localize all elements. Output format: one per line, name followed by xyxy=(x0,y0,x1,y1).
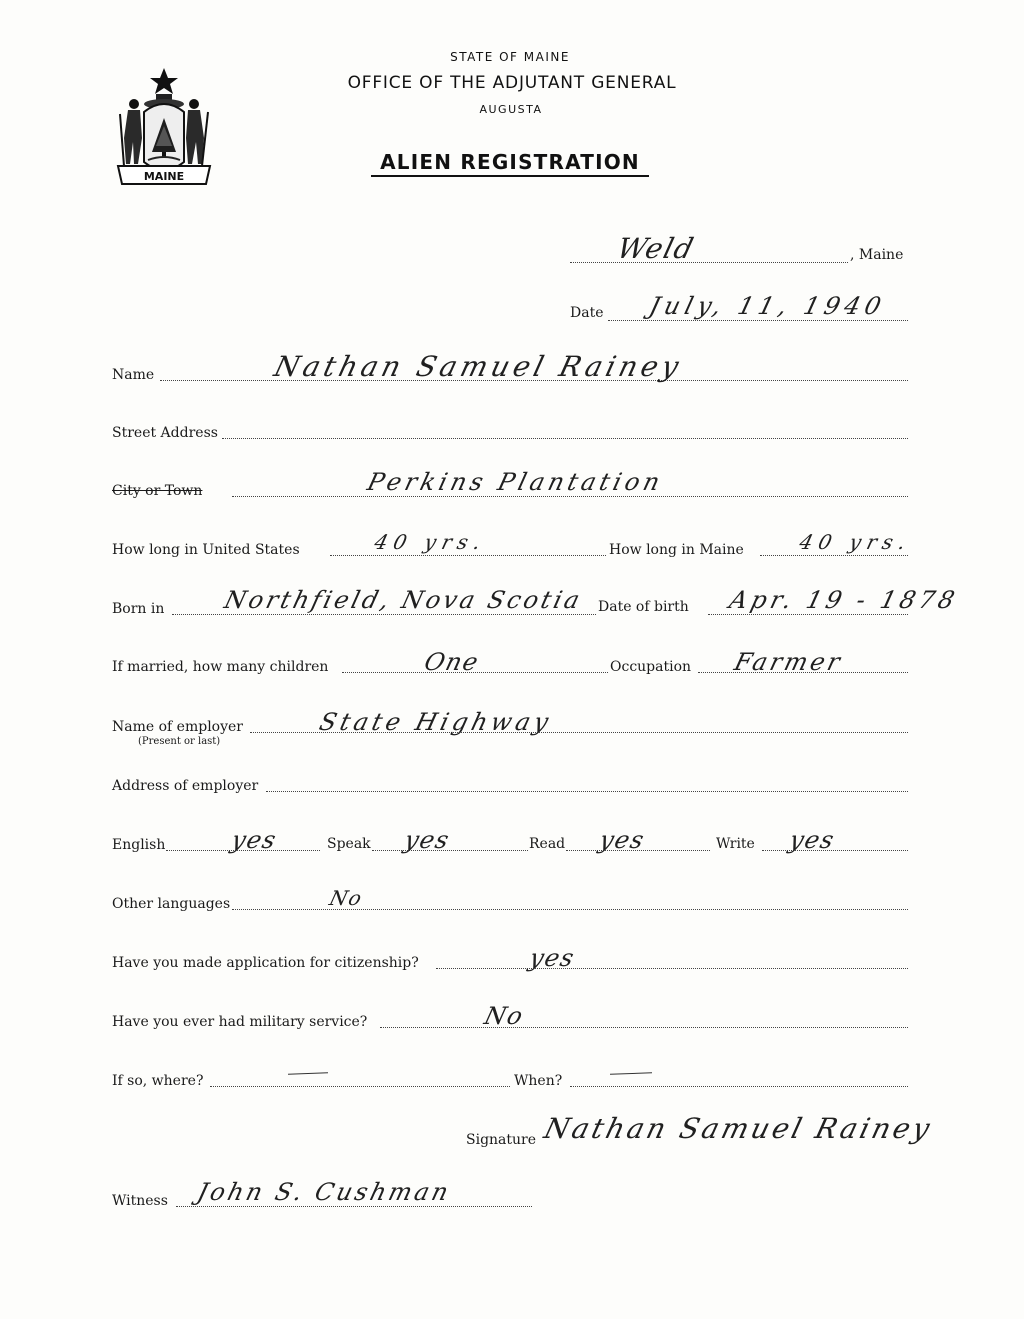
write-line xyxy=(762,850,908,851)
where-label: If so, where? xyxy=(112,1073,204,1089)
us-time-value[interactable]: 40 yrs. xyxy=(372,530,490,554)
dob-value[interactable]: Apr. 19 - 1878 xyxy=(726,586,962,614)
signature-value[interactable]: Nathan Samuel Rainey xyxy=(540,1112,936,1145)
other-languages-label: Other languages xyxy=(112,896,231,912)
other-languages-value[interactable]: No xyxy=(327,886,366,910)
state-heading: STATE OF MAINE xyxy=(450,50,570,64)
children-label: If married, how many children xyxy=(112,659,329,675)
employer-sublabel: (Present or last) xyxy=(138,736,221,747)
us-time-line xyxy=(330,555,606,556)
speak-value[interactable]: yes xyxy=(401,826,454,854)
citizenship-line xyxy=(436,968,908,969)
employer-address-label: Address of employer xyxy=(112,778,259,794)
town-value[interactable]: Weld xyxy=(613,232,699,265)
occupation-label: Occupation xyxy=(610,659,692,675)
witness-line xyxy=(176,1206,532,1207)
employer-value[interactable]: State Highway xyxy=(316,708,556,736)
city-value[interactable]: Perkins Plantation xyxy=(364,468,667,496)
read-value[interactable]: yes xyxy=(596,826,649,854)
name-label: Name xyxy=(112,367,155,383)
witness-label: Witness xyxy=(112,1193,168,1209)
signature-label: Signature xyxy=(466,1132,537,1148)
read-label: Read xyxy=(529,836,566,852)
english-label: English xyxy=(112,837,166,853)
where-dash xyxy=(288,1072,328,1074)
born-label: Born in xyxy=(112,601,165,617)
dob-label: Date of birth xyxy=(598,599,689,615)
form-title: ALIEN REGISTRATION xyxy=(380,150,640,174)
street-line[interactable] xyxy=(222,438,908,439)
military-label: Have you ever had military service? xyxy=(112,1014,368,1030)
occupation-value[interactable]: Farmer xyxy=(731,648,846,676)
write-label: Write xyxy=(716,836,755,852)
children-value[interactable]: One xyxy=(421,648,483,676)
city-label: City or Town xyxy=(112,483,203,499)
military-value[interactable]: No xyxy=(481,1002,527,1030)
dob-line xyxy=(708,614,908,615)
english-value[interactable]: yes xyxy=(228,826,281,854)
svg-text:MAINE: MAINE xyxy=(143,170,185,183)
citizenship-value[interactable]: yes xyxy=(526,944,579,972)
when-dash xyxy=(610,1072,652,1074)
date-label: Date xyxy=(570,305,604,321)
date-line xyxy=(608,320,908,321)
citizenship-label: Have you made application for citizenship? xyxy=(112,955,419,971)
born-line xyxy=(172,614,596,615)
street-label: Street Address xyxy=(112,425,218,441)
maine-time-value[interactable]: 40 yrs. xyxy=(797,530,915,554)
write-value[interactable]: yes xyxy=(786,826,839,854)
when-line[interactable] xyxy=(570,1086,908,1087)
state-label: , Maine xyxy=(850,247,904,263)
speak-label: Speak xyxy=(327,836,371,852)
military-line xyxy=(380,1027,908,1028)
date-value[interactable]: July, 11, 1940 xyxy=(646,292,889,320)
title-underline xyxy=(371,175,649,177)
where-line[interactable] xyxy=(210,1086,510,1087)
office-heading: OFFICE OF THE ADJUTANT GENERAL xyxy=(347,73,677,93)
us-time-label: How long in United States xyxy=(112,542,300,558)
employer-address-line[interactable] xyxy=(266,791,908,792)
when-label: When? xyxy=(514,1073,563,1089)
city-line xyxy=(232,496,908,497)
maine-time-label: How long in Maine xyxy=(609,542,744,558)
employer-label: Name of employer xyxy=(112,719,243,735)
maine-time-line xyxy=(760,555,908,556)
town-line xyxy=(570,262,848,263)
city-heading: AUGUSTA xyxy=(479,103,543,116)
born-value[interactable]: Northfield, Nova Scotia xyxy=(221,586,586,614)
speak-line xyxy=(372,850,528,851)
name-value[interactable]: Nathan Samuel Rainey xyxy=(270,350,686,383)
witness-value[interactable]: John S. Cushman xyxy=(194,1178,455,1206)
